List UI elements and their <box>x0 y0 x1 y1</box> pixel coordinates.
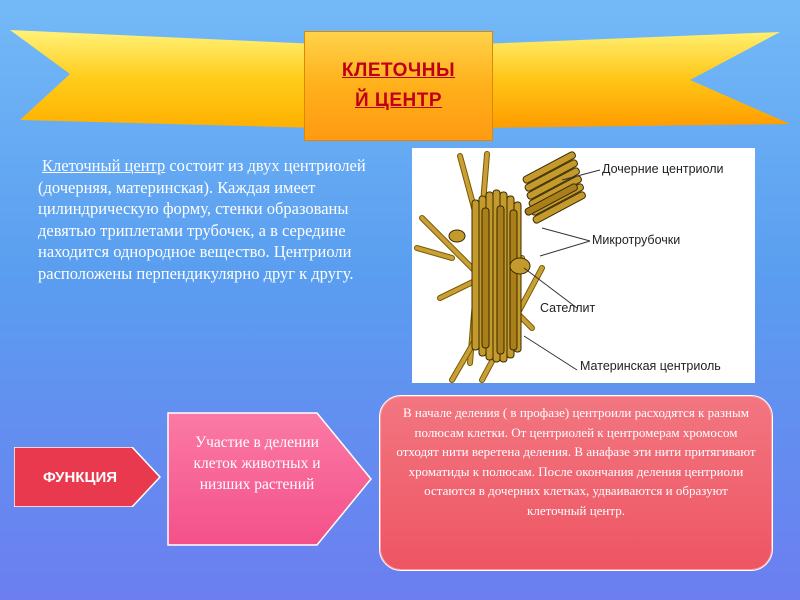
centriole-illustration <box>417 151 600 380</box>
info-box <box>379 395 773 571</box>
intro-text: состоит из двух центриолей (дочерняя, материнская). Каждая имеет цилиндрическую форму, стенки образованы девятью триплетами трубочек, а в середине находится однородное вещество. Центриоли расположены перпендикулярно друг к другу. <box>38 156 366 283</box>
label-microtubules: Микротрубочки <box>592 233 681 247</box>
function-label: ФУНКЦИЯ <box>42 468 118 486</box>
info-text: В начале деления ( в профазе) центроили расходятся к разным полюсам клетки. От центриолей к центромерам хромосом отходят нити веретена деления. В анафазе эти нити притягивают хроматиды к полюсам. После окончания деления центриоли остаются в дочерних клетках, удваиваются и образуют клеточный центр. <box>396 405 756 518</box>
title-box <box>305 32 492 140</box>
intro-term: Клеточный центр <box>42 156 166 175</box>
centriole-diagram <box>412 148 755 383</box>
label-satellite: Сателлит <box>540 301 596 315</box>
label-daughter-centrioles: Дочерние центриоли <box>602 162 724 176</box>
page-title: КЛЕТОЧНЫ Й ЦЕНТР <box>341 60 456 111</box>
participation-text: Участие в делении клеток животных и низших растений <box>193 434 321 493</box>
intro-paragraph <box>38 155 408 284</box>
label-mother-centriole: Материнская центриоль <box>580 359 721 373</box>
